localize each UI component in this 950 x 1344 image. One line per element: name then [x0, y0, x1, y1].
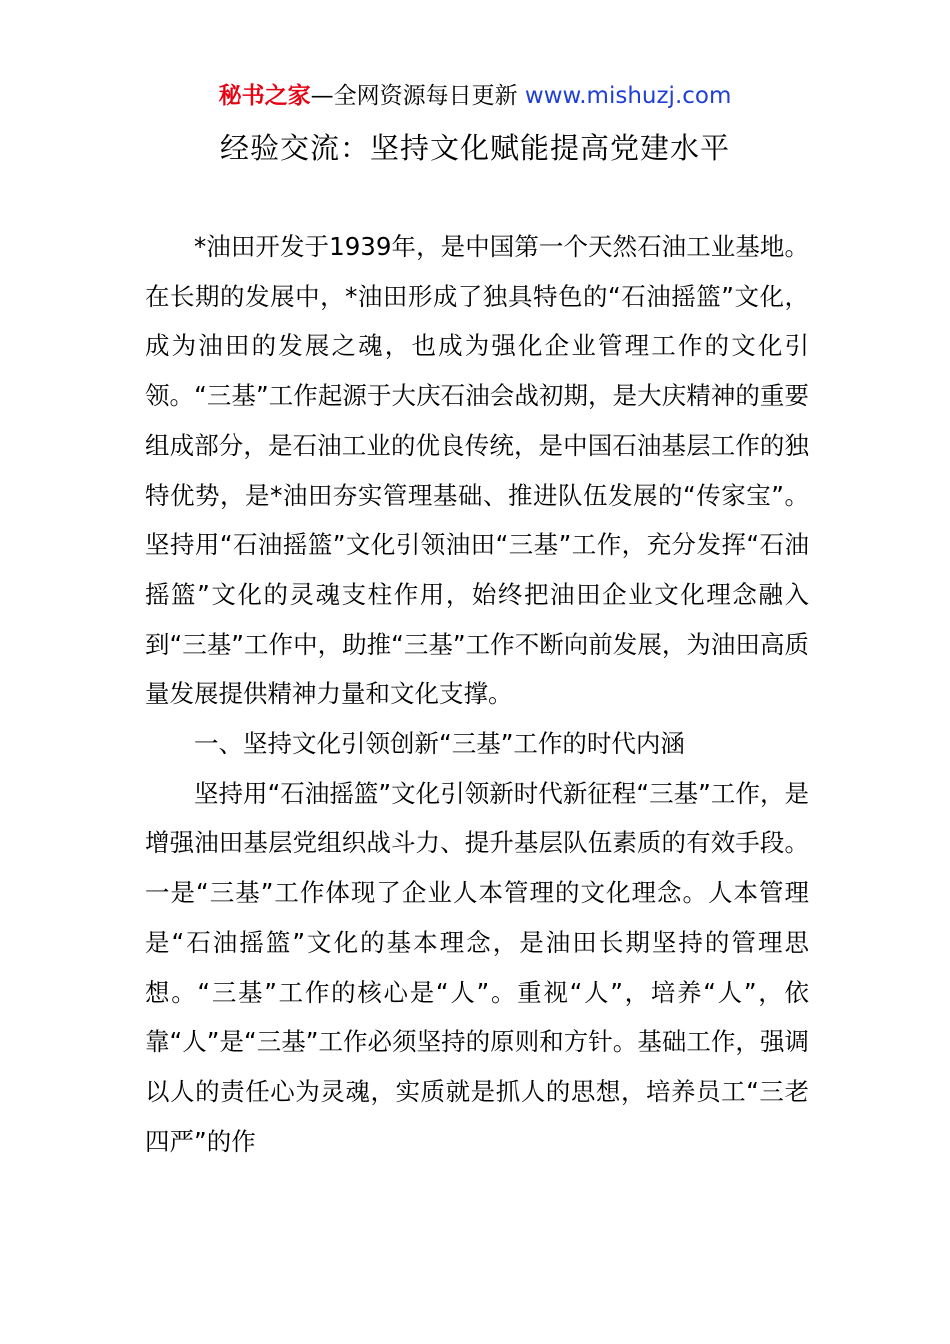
paragraph-section-1: 坚持用“石油摇篮”文化引领新时代新征程“三基”工作，是增强油田基层党组织战斗力、提升基层队伍素质的有效手段。一是“三基”工作体现了企业人本管理的文化理念。人本管理是“石油摇篮”文化的基本理念，是油田长期坚持的管理思想。“三基”工作的核心是“人”。重视“人”，培养“人”，依靠“人”是“三基”工作必须坚持的原则和方针。基础工作，强调以人的责任心为灵魂，实质就是抓人的思想，培养员工“三老四严”的作	[145, 778, 809, 1156]
section-heading-1: 一、坚持文化引领创新“三基”工作的时代内涵	[194, 729, 685, 759]
site-url-link[interactable]: www.mishuzj.com	[524, 83, 732, 109]
site-tagline: —全网资源每日更新	[310, 83, 518, 109]
paragraph-intro: *油田开发于1939年，是中国第一个天然石油工业基地。在长期的发展中，*油田形成了独具特色的“石油摇篮”文化，成为油田的发展之魂，也成为强化企业管理工作的文化引领。“三基”工作起源于大庆石油会战初期，是大庆精神的重要组成部分，是石油工业的优良传统，是中国石油基层工作的独特优势，是*油田夯实管理基础、推进队伍发展的“传家宝”。坚持用“石油摇篮”文化引领油田“三基”工作，充分发挥“石油摇篮”文化的灵魂支柱作用，始终把油田企业文化理念融入到“三基”工作中，助推“三基”工作不断向前发展，为油田高质量发展提供精神力量和文化支撑。	[145, 232, 809, 709]
site-header	[0, 80, 950, 112]
document-title: 经验交流：坚持文化赋能提高党建水平	[219, 131, 730, 165]
brand-name: 秘书之家	[218, 83, 311, 109]
document-body	[145, 222, 809, 1166]
